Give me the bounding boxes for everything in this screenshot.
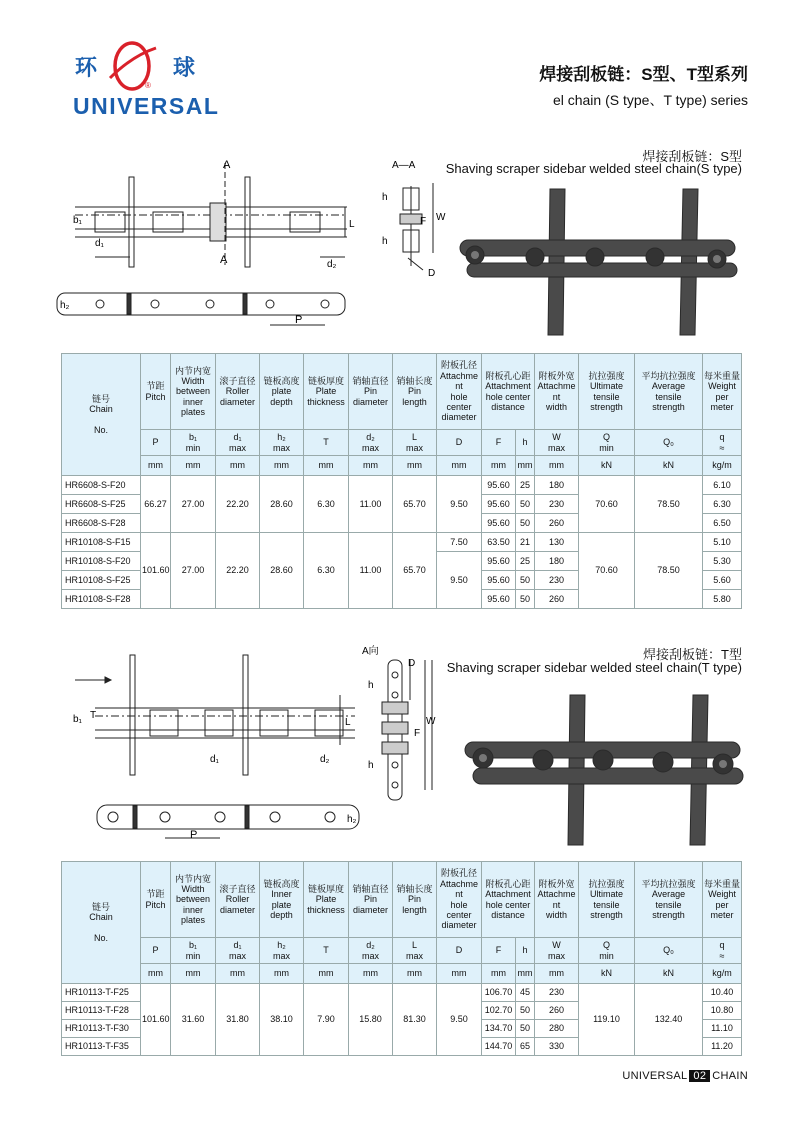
t-label-p: P bbox=[190, 829, 198, 841]
hdr-tensile: 抗拉强度 Ultimate tensile strength bbox=[579, 354, 635, 430]
s-label-h: h bbox=[382, 192, 388, 203]
t-label-h2: h₂ bbox=[347, 814, 357, 825]
hdr-pinlen: 销轴长度 Pin length bbox=[393, 354, 437, 430]
table-row: HR6608-S-F20 66.27 27.00 22.20 28.60 6.30 11.00 65.70 9.50 95.60 25 180 70.60 78.50 6.10 bbox=[62, 476, 742, 495]
table-row: HR10108-S-F20 9.50 95.60 25 180 5.30 bbox=[62, 552, 742, 571]
s-label-p: P bbox=[295, 314, 303, 326]
s-label-a2: A bbox=[220, 254, 228, 266]
s-label-h2: h₂ bbox=[60, 300, 70, 311]
s-section-title-en: Shaving scraper sidebar welded steel chain(S type) bbox=[445, 161, 742, 176]
footer-left: UNIVERSAL bbox=[622, 1070, 688, 1082]
hdr-weight: 每米重量 Weight per meter bbox=[703, 354, 742, 430]
page-number: 02 bbox=[689, 1070, 710, 1082]
hdr-pitch: 节距 Pitch bbox=[141, 354, 171, 430]
globe-logo-icon bbox=[104, 38, 160, 94]
hdr-hole: 附板孔径 Attachme nt hole center diameter bbox=[437, 354, 482, 430]
hdr-depth: 链板高度 plate depth bbox=[260, 354, 304, 430]
page-footer bbox=[622, 1070, 748, 1082]
s-type-spec-table: 链号 Chain No. 节距 Pitch 内节内宽 Width between inner plates 滚子直径 Roller diameter 链板高度 plate depth 链板厚度 Plate thickness 销轴直径 Pin diameter 销轴长度 Pin length 附板孔径 Attachme nt hole center diameter 附板孔心距 Attachment hole center distance 附板外宽 Attachme nt width 抗拉强度 Ultimate tensile strength 平均抗拉强度 Average tensile strength 每米重量 Weight per meter P b₁ min d₁ max h₂ max T d₂ max L max D F h W max Q min Q₀ q ≈ mm mm mm mm mm mm mm mm mm mm mm kN kN kg/m HR6608-S-F20 66.27 27.00 22.20 28.60 6.30 11.00 65.70 9.50 95.60 25 180 70.60 78.50 6.10 HR6608-S-F25 95.60 50 230 6.30 HR6608-S-F28 95.60 50 260 6.50 HR10108-S-F15 101.60 27.00 22.20 28.60 6.30 11.00 65.70 7.50 63.50 21 130 70.60 78.50 5.10 HR10108-S-F20 9.50 95.60 25 180 5.30 HR10108-S-F25 95.60 50 230 5.60 HR10108-S-F28 95.60 50 260 5.80 bbox=[61, 353, 742, 609]
hdr-width: 内节内宽 Width between inner plates bbox=[171, 354, 216, 430]
s-label-b1: b₁ bbox=[73, 215, 82, 226]
s-label-d2: d₂ bbox=[327, 259, 337, 270]
t-label-f: F bbox=[414, 728, 421, 739]
hdr-thickness: 链板厚度 Plate thickness bbox=[304, 354, 349, 430]
t-label-d2: d₂ bbox=[320, 754, 330, 765]
table-row: HR10108-S-F28 95.60 50 260 5.80 bbox=[62, 590, 742, 609]
table-row: HR10113-T-F28 102.70 50 260 10.80 bbox=[62, 1002, 742, 1020]
t-label-w: W bbox=[426, 716, 436, 727]
hdr-chain: 链号 Chain No. bbox=[62, 354, 141, 476]
s-label-aa: A—A bbox=[392, 160, 416, 171]
s-label-f: F bbox=[420, 216, 427, 227]
s-label-h-b: h bbox=[382, 236, 388, 247]
t-label-h-b: h bbox=[368, 760, 374, 771]
table-row: HR10113-T-F30 134.70 50 280 11.10 bbox=[62, 1020, 742, 1038]
table-row: HR10108-S-F25 95.60 50 230 5.60 bbox=[62, 571, 742, 590]
t-type-drawing-front bbox=[55, 650, 365, 850]
hdr-pin: 销轴直径 Pin diameter bbox=[349, 354, 393, 430]
table-row: HR10113-T-F35 144.70 65 330 11.20 bbox=[62, 1038, 742, 1056]
t-label-a: A向 bbox=[362, 646, 379, 657]
brand-cn-right: 球 bbox=[173, 55, 196, 80]
t-section-title-en: Shaving scraper sidebar welded steel chain(T type) bbox=[446, 660, 742, 675]
s-label-l: L bbox=[349, 219, 355, 230]
table-row: HR10113-T-F25 101.60 31.60 31.80 38.10 7.90 15.80 81.30 9.50 106.70 45 230 119.10 132.40 10.40 bbox=[62, 984, 742, 1002]
page-title-cn: 焊接刮板链：S型、T型系列 bbox=[539, 65, 748, 84]
brand-cn-left: 环 bbox=[75, 55, 98, 80]
t-label-h: h bbox=[368, 680, 374, 691]
t-label-t: T bbox=[90, 710, 97, 721]
footer-right: CHAIN bbox=[712, 1070, 748, 1082]
page-title-en: el chain (S type、T type) series bbox=[552, 92, 748, 108]
s-section-title-cn: 焊接刮板链：S型 bbox=[642, 149, 742, 164]
brand-en: UNIVERSAL bbox=[73, 93, 220, 119]
s-label-a: A bbox=[223, 159, 231, 171]
hdr-chain-t: 链号 Chain No. bbox=[62, 862, 141, 984]
s-type-chain-photo bbox=[455, 185, 745, 345]
hdr-avg: 平均抗拉强度 Average tensile strength bbox=[635, 354, 703, 430]
s-label-d1: d₁ bbox=[95, 238, 104, 249]
s-label-w: W bbox=[436, 212, 446, 223]
t-label-d1: d₁ bbox=[210, 754, 219, 765]
table-row: HR6608-S-F25 95.60 50 230 6.30 bbox=[62, 495, 742, 514]
t-label-d: D bbox=[408, 658, 416, 669]
table-row: HR6608-S-F28 95.60 50 260 6.50 bbox=[62, 514, 742, 533]
t-type-spec-table: 链号 Chain No. 节距 Pitch 内节内宽 Width between inner plates 滚子直径 Roller diameter 链板高度 Inner plate depth 链板厚度 Plate thickness 销轴直径 Pin diameter 销轴长度 Pin length 附板孔径 Attachme nt hole center diameter 附板孔心距 Attachment hole center distance 附板外宽 Attachme nt width 抗拉强度 Ultimate tensile strength 平均抗拉强度 Average tensile strength 每米重量 Weight per meter P b₁ min d₁ max h₂ max T d₂ max L max D F h W max Q min Q₀ q ≈ mm mm mm mm mm mm mm mm mm mm mm kN kN kg/m HR10113-T-F25 101.60 31.60 31.80 38.10 7.90 15.80 81.30 9.50 106.70 45 230 119.10 132.40 10.40 HR10113-T-F28 102.70 50 260 10.80 HR10113-T-F30 134.70 50 280 11.10 HR10113-T-F35 144.70 65 330 11.20 bbox=[61, 861, 742, 1056]
hdr-roller: 滚子直径 Roller diameter bbox=[216, 354, 260, 430]
t-label-b1: b₁ bbox=[73, 714, 82, 725]
hdr-dist: 附板孔心距 Attachment hole center distance bbox=[482, 354, 535, 430]
hdr-attwidth: 附板外宽 Attachme nt width bbox=[535, 354, 579, 430]
s-type-drawing-front bbox=[55, 155, 355, 345]
t-section-title-cn: 焊接刮板链：T型 bbox=[643, 647, 742, 662]
t-type-drawing-side bbox=[360, 640, 440, 805]
s-type-drawing-section bbox=[378, 158, 448, 283]
t-label-l: L bbox=[345, 717, 351, 728]
svg-text:®: ® bbox=[145, 81, 151, 90]
s-label-d: D bbox=[428, 268, 436, 279]
t-type-chain-photo bbox=[455, 690, 745, 850]
table-row: HR10108-S-F15 101.60 27.00 22.20 28.60 6.30 11.00 65.70 7.50 63.50 21 130 70.60 78.50 5.10 bbox=[62, 533, 742, 552]
